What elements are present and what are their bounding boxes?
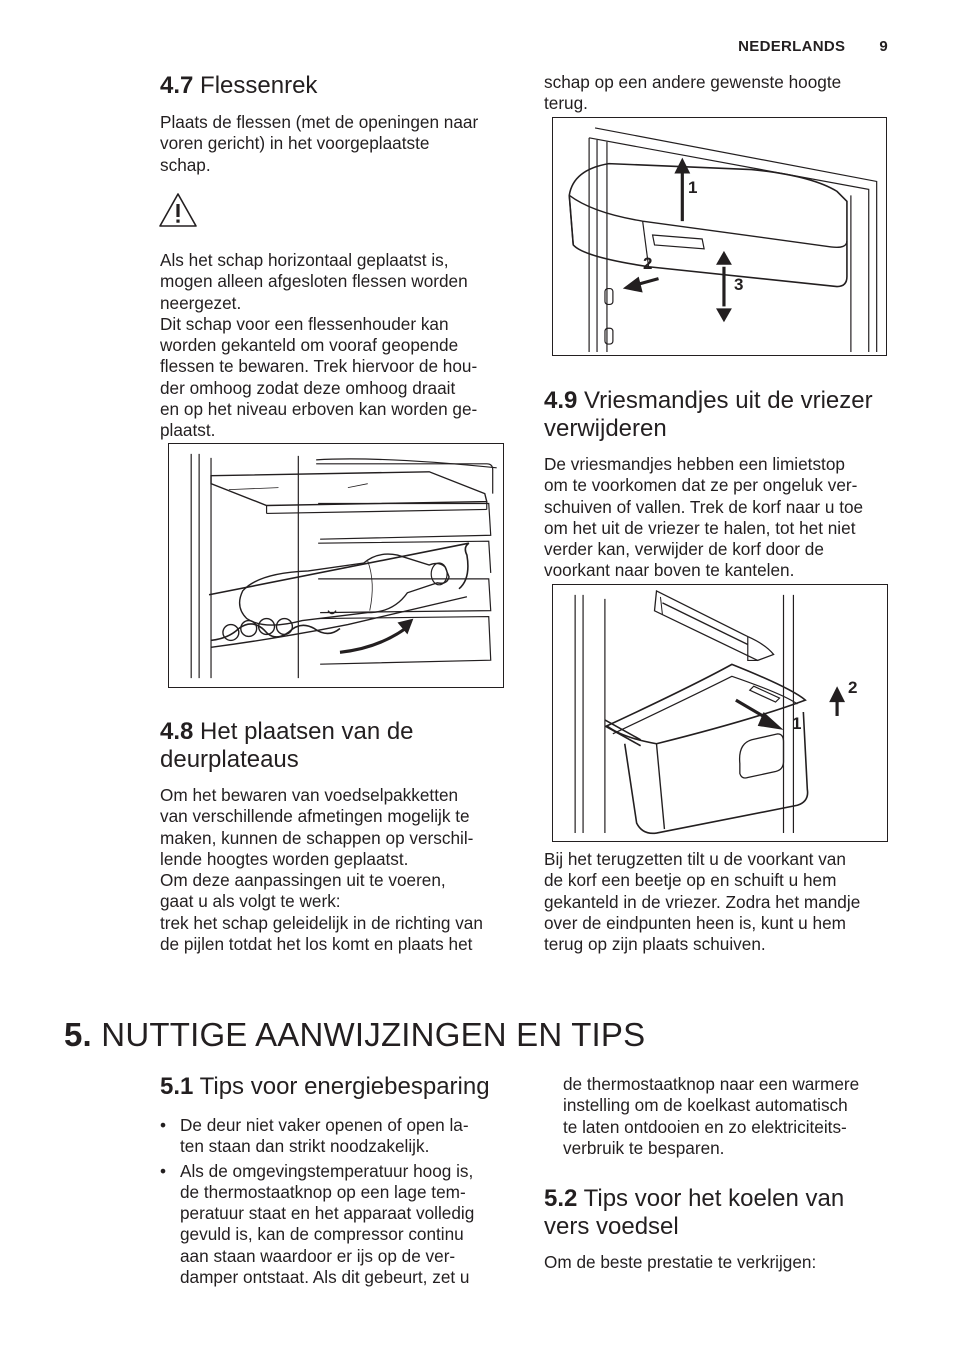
text-line: schuiven of vallen. Trek de korf naar u toe (544, 496, 864, 517)
section-4-8-heading (160, 718, 414, 774)
text-line: verder kan, verwijder de korf door de (544, 539, 824, 560)
text-line: voorkant naar boven te kantelen. (544, 560, 795, 581)
section-title-line: vers voedsel (544, 1213, 679, 1240)
text-line: trek het schap geleidelijk in de richting van (160, 912, 483, 933)
section-title: Flessenrek (200, 72, 318, 99)
text-line: van verschillende afmetingen mogelijk te (160, 806, 470, 827)
section-4-8-body (160, 785, 520, 955)
text-line: om te voorkomen dat ze per ongeluk ver- (544, 475, 858, 496)
text-line: maken, kunnen de schappen op verschil- (160, 827, 474, 848)
page-number: 9 (879, 38, 888, 55)
chapter-number: 5. (64, 1016, 92, 1053)
text-line: Bij het terugzetten tilt u de voorkant van (544, 849, 846, 869)
section-4-7-heading (160, 72, 317, 100)
header-language: NEDERLANDS (738, 38, 846, 55)
text-line: Plaats de flessen (met de openingen naar (160, 112, 479, 132)
text-line: de thermostaatknop op een lage tem- (180, 1181, 466, 1202)
text-line: de thermostaatknop naar een warmere (563, 1074, 860, 1094)
door-shelf-illustration (552, 117, 887, 356)
text-line: Als de omgevingstemperatuur hoog is, (180, 1160, 474, 1181)
text-line: te laten ontdooien en zo elektriciteits- (563, 1116, 847, 1137)
text-line: Als het schap horizontaal geplaatst is, (160, 250, 449, 270)
text-line: de pijlen totdat het los komt en plaats het (160, 934, 473, 955)
text-line: de korf een beetje op en schuift u hem (544, 870, 837, 891)
callout-label-1: 1 (688, 178, 698, 197)
section-4-8-continued (544, 72, 904, 115)
text-line: om het uit de vriezer te halen, tot het niet (544, 517, 856, 538)
section-4-9-after (544, 849, 904, 955)
chapter-5-heading (64, 1016, 645, 1054)
section-title-line: deurplateaus (160, 746, 299, 773)
text-line: gekanteld in de vriezer. Zodra het mandje (544, 891, 861, 912)
text-line: over de eindpunten heen is, kunt u hem (544, 912, 846, 933)
text-line: peratuur staat en het apparaat volledig (180, 1203, 475, 1224)
text-line: neergezet. (160, 292, 242, 313)
text-line: flessen te bewaren. Trek hiervoor de hou- (160, 356, 478, 377)
section-number: 5.1 (160, 1073, 194, 1100)
running-header (738, 38, 888, 55)
text-line: en op het niveau erboven kan worden ge- (160, 399, 478, 420)
text-line: plaatst. (160, 420, 216, 441)
section-number: 4.9 (544, 387, 578, 414)
text-line: aan staan waardoor er ijs op de ver- (180, 1245, 456, 1266)
chapter-title: NUTTIGE AANWIJZINGEN EN TIPS (101, 1016, 646, 1053)
callout-label-1: 1 (792, 714, 802, 733)
section-4-7-intro (160, 112, 520, 176)
text-line: schap. (160, 154, 211, 175)
section-5-1-continued (563, 1074, 913, 1159)
callout-label-2: 2 (848, 678, 858, 697)
section-title-line: verwijderen (544, 415, 667, 442)
callout-label-2: 2 (643, 254, 653, 273)
text-line: mogen alleen afgesloten flessen worden (160, 271, 468, 292)
section-4-9-body (544, 454, 904, 582)
section-title-line: Vriesmandjes uit de vriezer (584, 387, 873, 414)
section-5-2-body: Om de beste prestatie te verkrijgen: (544, 1252, 817, 1272)
section-5-1-heading (160, 1073, 490, 1101)
section-5-2-heading (544, 1185, 844, 1241)
section-title-line: Tips voor het koelen van (583, 1185, 845, 1212)
energy-tips-list (160, 1115, 510, 1291)
text-line: damper ontstaat. Als dit gebeurt, zet u (180, 1267, 470, 1288)
text-line: lende hoogtes worden geplaatst. (160, 848, 409, 869)
section-title: Tips voor energiebesparing (199, 1073, 490, 1100)
section-number: 4.7 (160, 72, 194, 99)
bullet: • (160, 1115, 167, 1135)
text-line: terug. (544, 93, 588, 114)
list-item (160, 1115, 510, 1158)
text-line: Om het bewaren van voedselpakketten (160, 785, 459, 805)
text-line: der omhoog zodat deze omhoog draait (160, 377, 456, 398)
text-line: ten staan dan strikt noodzakelijk. (180, 1136, 430, 1157)
text-line: verbruik te besparen. (563, 1137, 725, 1158)
text-line: gevuld is, kan de compressor continu (180, 1224, 464, 1245)
text-line: worden gekanteld om vooraf geopende (160, 335, 459, 356)
text-line: gaat u als volgt te werk: (160, 891, 341, 912)
section-4-9-heading (544, 387, 873, 443)
text-line: De vriesmandjes hebben een limietstop (544, 454, 845, 474)
text-line: instelling om de koelkast automatisch (563, 1095, 848, 1116)
section-4-7-body (160, 250, 520, 442)
text-line: schap op een andere gewenste hoogte (544, 72, 842, 92)
text-line: voren gericht) in het voorgeplaatste (160, 133, 430, 154)
warning-triangle-icon (158, 192, 198, 228)
text-line: Dit schap voor een flessenhouder kan (160, 313, 449, 334)
section-title-line: Het plaatsen van de (200, 718, 414, 745)
section-number: 5.2 (544, 1185, 578, 1212)
callout-label-3: 3 (734, 275, 744, 294)
list-item (160, 1161, 510, 1289)
text-line: terug op zijn plaats schuiven. (544, 934, 766, 955)
section-number: 4.8 (160, 718, 194, 745)
text-line: Om deze aanpassingen uit te voeren, (160, 870, 446, 891)
freezer-basket-illustration (552, 584, 888, 842)
text-line: De deur niet vaker openen of open la- (180, 1115, 469, 1135)
bullet: • (160, 1160, 167, 1181)
bottle-rack-illustration (168, 443, 504, 688)
